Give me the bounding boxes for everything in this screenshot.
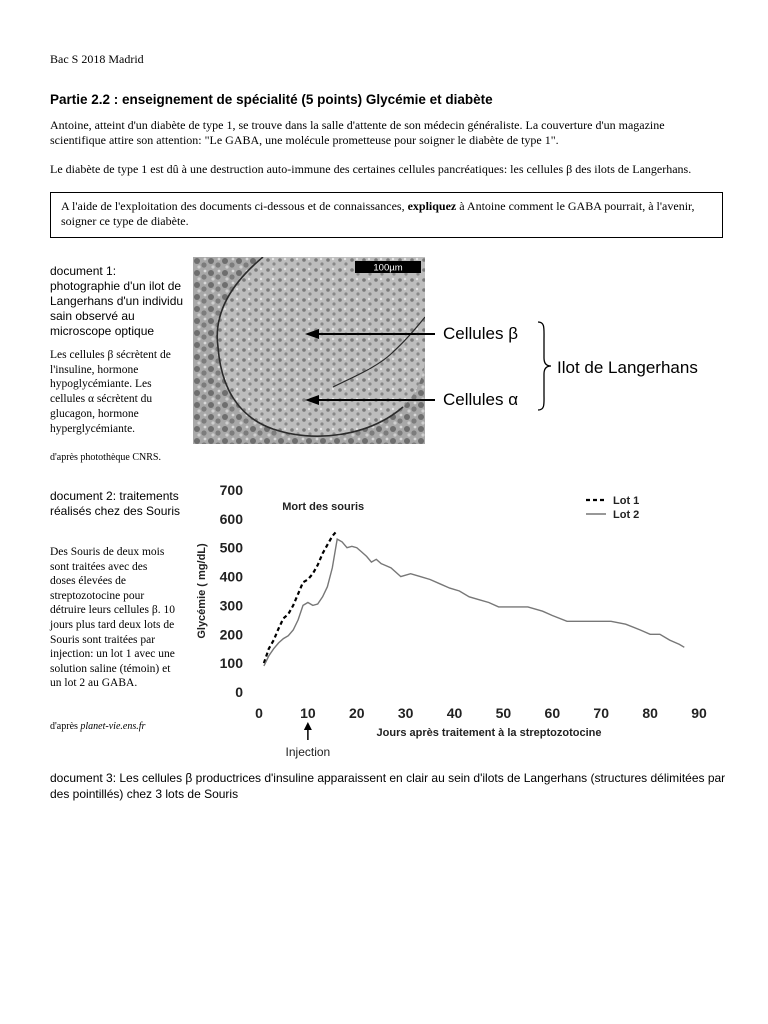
x-tick-label: 0 <box>255 705 263 721</box>
alpha-cells-label: Cellules α <box>443 390 519 409</box>
legend-label: Lot 1 <box>613 495 640 507</box>
scale-bar-label: 100µm <box>373 262 403 274</box>
source-site: planet-vie.ens.fr <box>80 721 146 732</box>
document-1-cells-description: Les cellules β sécrètent de l'insuline, hormone hypoglycémiante. Les cellules α sécrètent du glucagon, hormone hyperglycémiante. <box>50 349 171 435</box>
injection-arrowhead <box>304 722 312 730</box>
y-tick-label: 500 <box>219 539 243 556</box>
y-tick-label: 700 <box>219 482 243 498</box>
x-tick-label: 30 <box>397 705 414 721</box>
source-prefix: d'après <box>50 721 81 732</box>
intro-paragraph: Antoine, atteint d'un diabète de type 1, se trouve dans la salle d'attente de son médecin généraliste. La couverture d'un magazine scientifique attire son attention: "Le GABA, une molécule prometteuse pour soigner le diabète de type 1". <box>50 118 665 147</box>
section-title: Partie 2.2 : enseignement de spécialité (5 points) Glycémie et diabète <box>50 92 493 107</box>
task-text-before: A l'aide de l'exploitation des documents ci-dessous et de connaissances, <box>61 199 408 213</box>
x-tick-label: 80 <box>642 705 658 721</box>
chart-series <box>264 530 684 666</box>
beta-cells-label: Cellules β <box>443 324 518 343</box>
x-axis-label: Jours après traitement à la streptozotocine <box>376 727 602 739</box>
y-tick-label: 0 <box>235 684 243 700</box>
x-tick-label: 70 <box>593 705 610 721</box>
task-keyword: expliquez <box>407 199 457 213</box>
injection-label: Injection <box>285 745 331 759</box>
task-box <box>50 192 723 238</box>
series-line-lot-1 <box>264 530 337 663</box>
glycemia-chart <box>185 478 725 763</box>
x-tick-label: 50 <box>495 705 512 721</box>
y-tick-label: 600 <box>219 510 243 527</box>
document-1-label: document 1: photographie d'un ilot de Langerhans d'un individu sain observé au microscope optique <box>50 264 184 338</box>
x-tick-label: 10 <box>300 705 316 721</box>
x-tick-label: 60 <box>544 705 561 721</box>
y-axis-label: Glycémie ( mg/dL) <box>196 543 208 639</box>
langerhans-micrograph <box>193 257 425 444</box>
chart-legend <box>586 495 639 521</box>
document-1-source: d'après photothèque CNRS. <box>50 452 161 463</box>
document-2-description: Des Souris de deux mois sont traitées avec des doses élevées de streptozotocine pour détruire leurs cellules β. 10 jours plus tard deux lots de Souris sont traitées par injection: un lot 1 avec une solution saline (témoin) et un lot 2 au GABA. <box>50 546 175 690</box>
y-tick-label: 300 <box>219 597 243 614</box>
page-header: Bac S 2018 Madrid <box>50 52 144 66</box>
task-text-after: à Antoine comment le GABA pourrait, à l'avenir, soigner ce type de diabète. <box>61 199 695 228</box>
x-tick-label: 90 <box>691 705 707 721</box>
diabetes-definition: Le diabète de type 1 est dû à une destruction auto-immune des certaines cellules pancréatiques: les cellules β des ilots de Langerhans. <box>50 162 692 176</box>
x-tick-label: 40 <box>446 705 463 721</box>
grouping-brace <box>538 322 551 410</box>
legend-label: Lot 2 <box>613 509 640 521</box>
series-line-lot-2 <box>264 539 684 666</box>
y-tick-label: 400 <box>219 568 243 585</box>
islet-region <box>217 257 425 436</box>
document-2-label: document 2: traitements réalisés chez des Souris <box>50 489 181 518</box>
document-2-source <box>50 721 145 732</box>
islet-of-langerhans-label: Ilot de Langerhans <box>557 358 698 377</box>
y-tick-label: 100 <box>219 655 243 672</box>
x-tick-label: 20 <box>348 705 365 721</box>
document-3-caption: document 3: Les cellules β productrices d'insuline apparaissent en clair au sein d'ilots de Langerhans (structures délimitées par des pointillés) chez 3 lots de Souris <box>50 771 726 801</box>
death-annotation: Mort des souris <box>282 501 365 513</box>
micrograph-labels <box>425 300 745 440</box>
y-tick-label: 200 <box>219 626 243 643</box>
